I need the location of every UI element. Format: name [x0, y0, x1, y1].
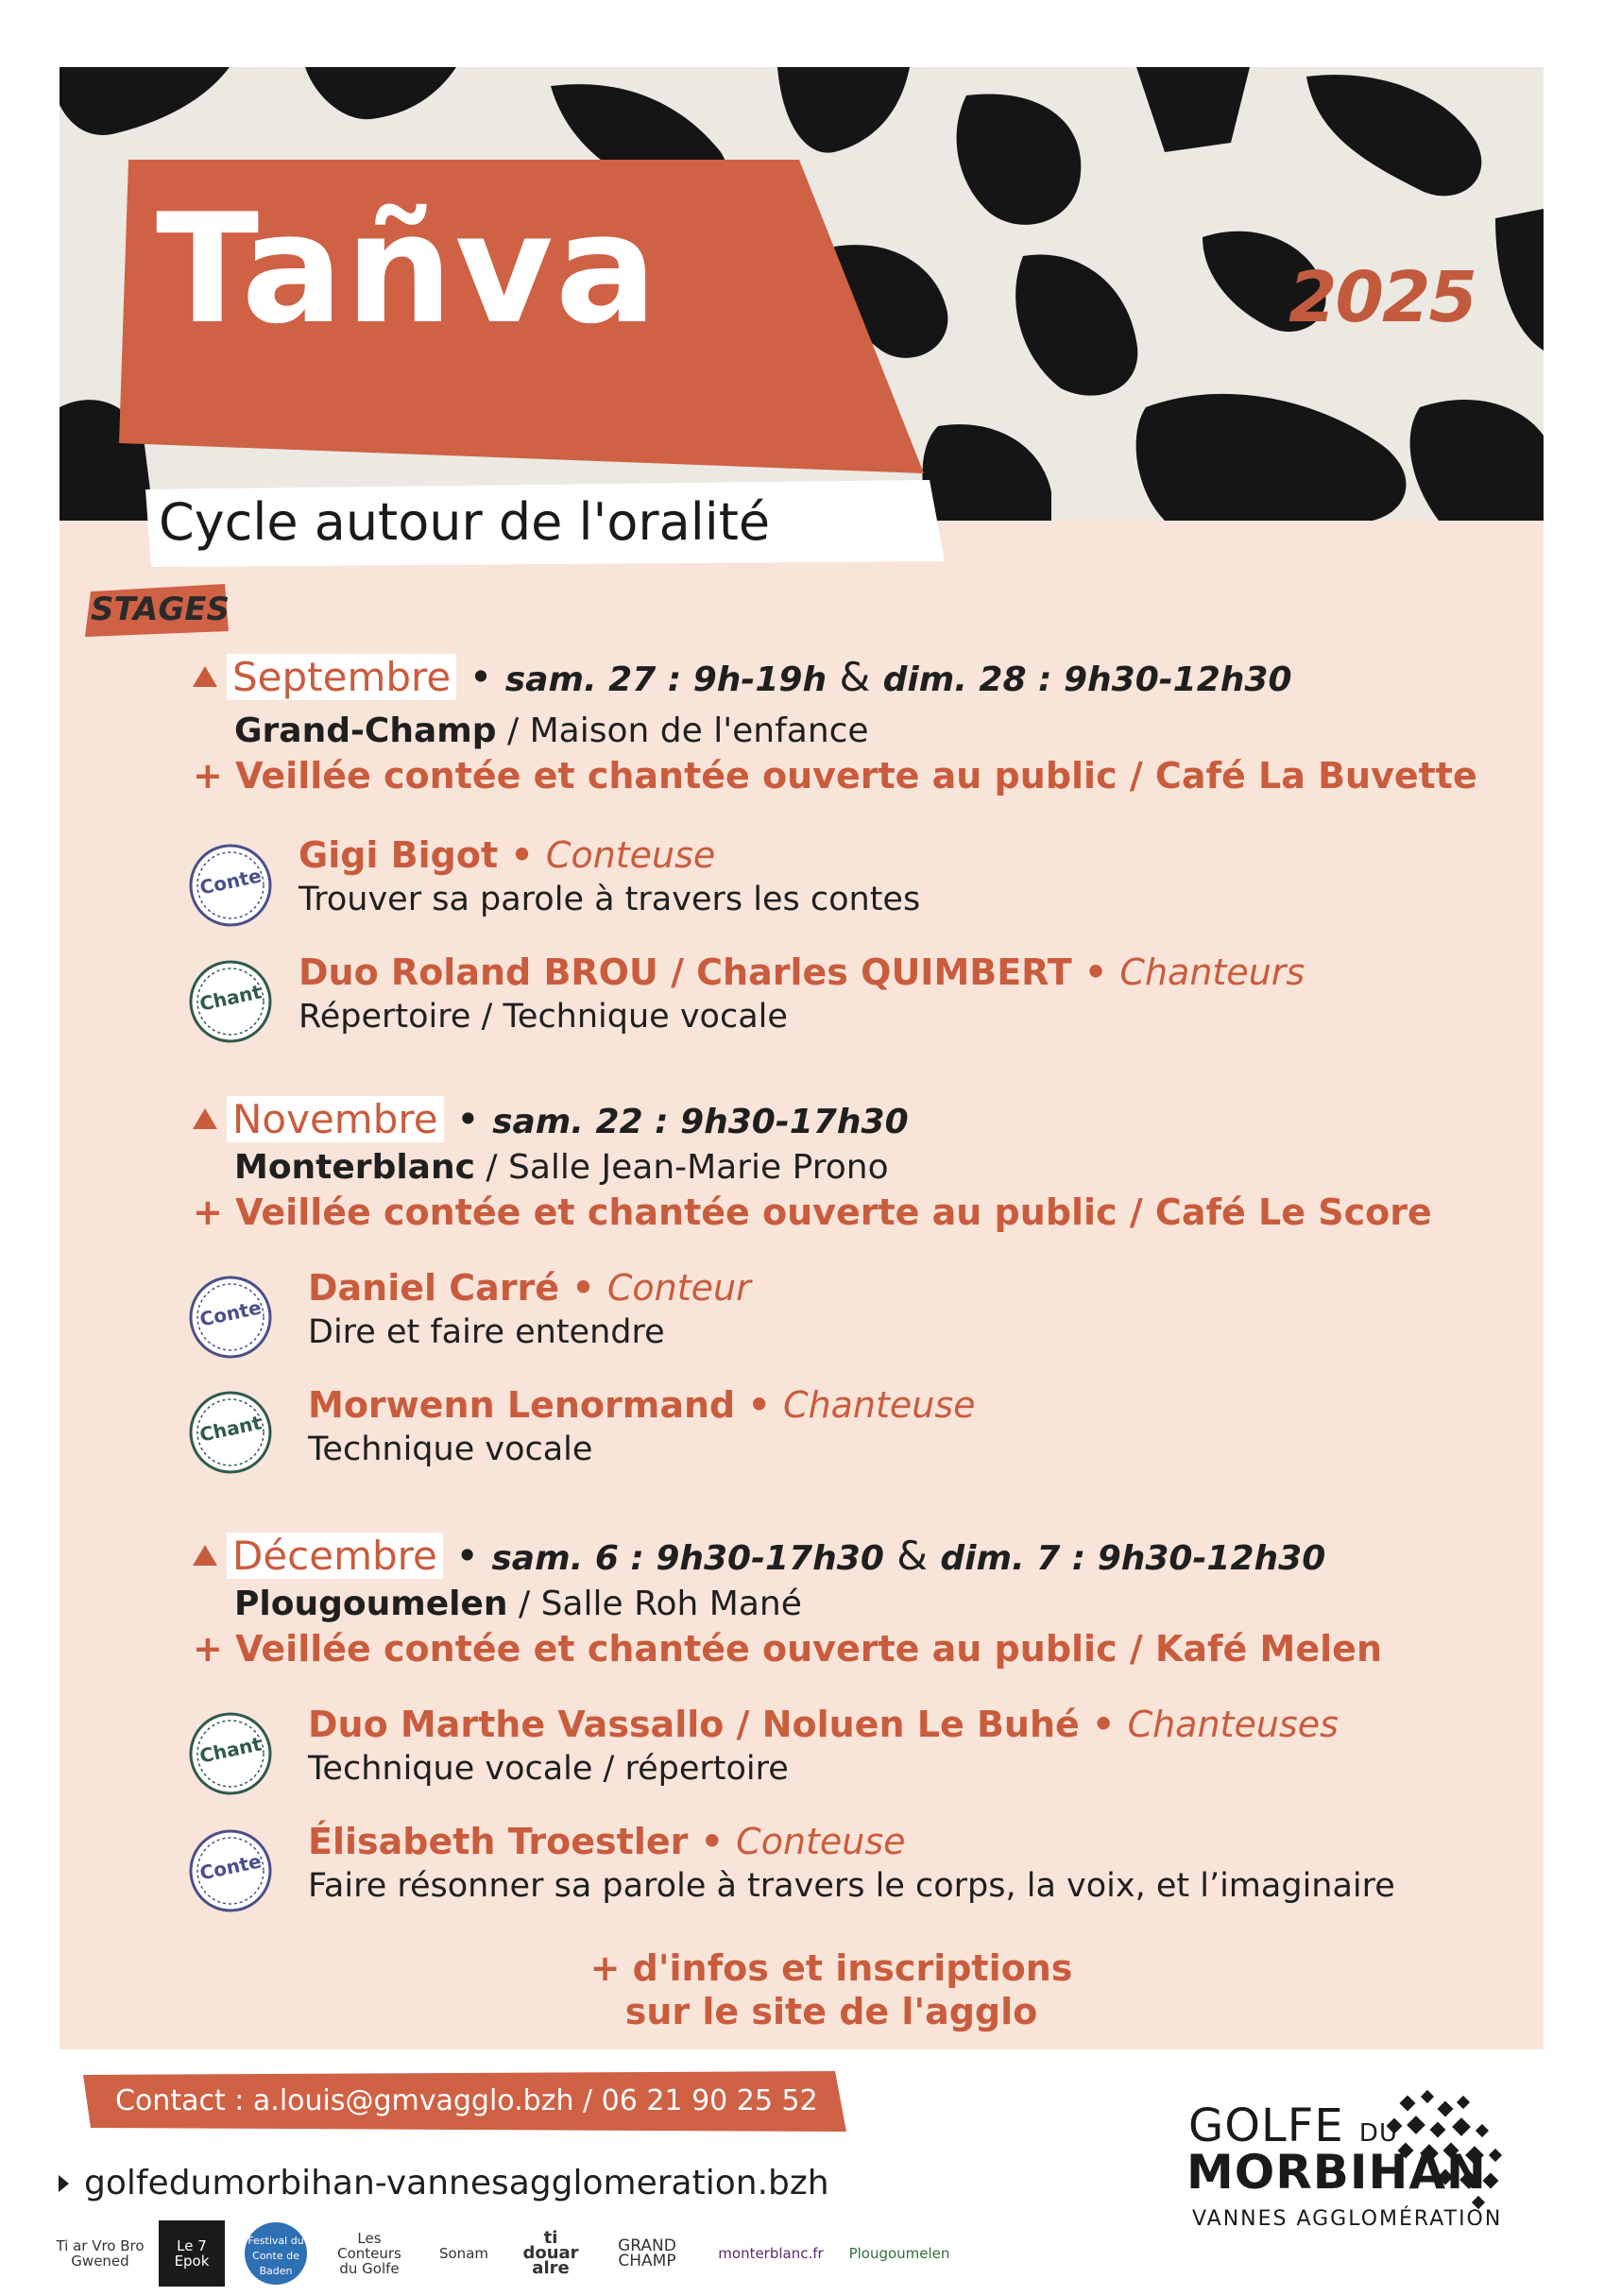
- workshop-description: Dire et faire entendre: [308, 1313, 665, 1351]
- conte-stamp-icon: [187, 842, 274, 929]
- stamp-label: Chant: [197, 1411, 264, 1447]
- month-label: Septembre: [227, 654, 456, 700]
- workshop-description: Technique vocale / répertoire: [308, 1750, 789, 1788]
- veillee-text: + Veillée contée et chantée ouverte au public / Café Le Score: [193, 1191, 1432, 1233]
- session-month-line: Novembre • sam. 22 : 9h30-17h30: [193, 1096, 909, 1146]
- contact-text: Contact : a.louis@gmvagglo.bzh / 06 21 90 25 52: [115, 2084, 818, 2117]
- partner-logo: Le 7 Epok: [159, 2220, 225, 2287]
- partner-logo: Festival du Conte de Baden: [238, 2220, 314, 2287]
- info-line-2: sur le site de l'agglo: [624, 1991, 1038, 2032]
- stamp-label: Conte: [197, 864, 264, 900]
- date-2: dim. 7 : 9h30-12h30: [940, 1539, 1326, 1578]
- venue: Grand-Champ / Maison de l'enfance: [234, 711, 869, 750]
- session-month-line: Septembre • sam. 27 : 9h-19h & dim. 28 : 9h30-12h30: [193, 654, 1292, 704]
- partner-logo: monterblanc.fr: [718, 2245, 824, 2262]
- workshop-description: Technique vocale: [308, 1431, 593, 1468]
- partner-logo: Ti ar Vro Bro Gwened: [56, 2237, 145, 2270]
- partner-logo: ti douar alre: [522, 2228, 579, 2278]
- partner-logos: [53, 2220, 979, 2287]
- venue-place: Maison de l'enfance: [529, 711, 869, 750]
- partner-logo: GRAND CHAMP: [618, 2236, 676, 2270]
- venue-town: Monterblanc: [234, 1148, 475, 1187]
- partner-logo: Plougoumelen: [848, 2245, 950, 2262]
- chant-stamp-icon: [187, 1710, 274, 1797]
- website-link[interactable]: [59, 2164, 829, 2202]
- year: 2025: [1288, 257, 1476, 338]
- stamp-label: Chant: [197, 1732, 264, 1768]
- workshop-leader: Duo Roland BROU / Charles QUIMBERT • Chanteurs: [299, 951, 1305, 993]
- website-url: golfedumorbihan-vannesagglomeration.bzh: [84, 2164, 829, 2202]
- workshop-leader: Daniel Carré • Conteur: [308, 1267, 751, 1309]
- triangle-icon: [193, 1545, 217, 1566]
- workshop-leader: Élisabeth Troestler • Conteuse: [308, 1821, 906, 1862]
- stamp-label: Chant: [197, 980, 264, 1016]
- workshop-leader: Morwenn Lenormand • Chanteuse: [308, 1384, 976, 1426]
- session-month-line: Décembre • sam. 6 : 9h30-17h30 & dim. 7 : 9h30-12h30: [193, 1533, 1325, 1583]
- arrow-right-icon: [59, 2175, 69, 2192]
- triangle-icon: [193, 666, 217, 687]
- conte-stamp-icon: [187, 1827, 274, 1914]
- stamp-label: Conte: [197, 1849, 264, 1885]
- date-1: sam. 22 : 9h30-17h30: [492, 1103, 909, 1141]
- venue-town: Grand-Champ: [234, 711, 497, 750]
- workshop-leader: Gigi Bigot • Conteuse: [299, 834, 716, 876]
- logo-vannes: VANNES AGGLOMÉRATION: [1192, 2207, 1503, 2231]
- info-line-1: + d'infos et inscriptions: [589, 1947, 1073, 1989]
- section-label: STAGES: [91, 591, 230, 628]
- date-2: dim. 28 : 9h30-12h30: [882, 660, 1292, 699]
- page-title: Tañva: [156, 180, 659, 357]
- month-label: Novembre: [227, 1096, 444, 1142]
- workshop-description: Trouver sa parole à travers les contes: [299, 881, 921, 918]
- logo-morbihan: MORBIHAN: [1186, 2145, 1487, 2200]
- veillee-text: + Veillée contée et chantée ouverte au public / Café La Buvette: [193, 755, 1477, 797]
- workshop-leader: Duo Marthe Vassallo / Noluen Le Buhé • Chanteuses: [308, 1704, 1339, 1745]
- date-1: sam. 27 : 9h-19h: [504, 660, 828, 699]
- venue-place: Salle Jean-Marie Prono: [507, 1148, 889, 1187]
- venue-place: Salle Roh Mané: [540, 1585, 802, 1623]
- venue: Monterblanc / Salle Jean-Marie Prono: [234, 1148, 889, 1187]
- triangle-icon: [193, 1108, 217, 1129]
- conte-stamp-icon: [187, 1274, 274, 1361]
- veillee-text: + Veillée contée et chantée ouverte au public / Kafé Melen: [193, 1628, 1382, 1670]
- logo-golfe: GOLFE DU: [1188, 2099, 1398, 2152]
- workshop-description: Faire résonner sa parole à travers le corps, la voix, et l’imaginaire: [308, 1867, 1395, 1905]
- month-label: Décembre: [227, 1533, 443, 1579]
- chant-stamp-icon: [187, 1389, 274, 1476]
- date-1: sam. 6 : 9h30-17h30: [491, 1539, 884, 1578]
- chant-stamp-icon: [187, 958, 274, 1045]
- venue: Plougoumelen / Salle Roh Mané: [234, 1585, 802, 1623]
- info-block: [567, 1946, 1096, 2033]
- venue-town: Plougoumelen: [234, 1585, 508, 1623]
- partner-logo: Les Conteurs du Golfe: [337, 2230, 401, 2277]
- partner-logo: Sonam: [438, 2245, 488, 2262]
- subtitle: Cycle autour de l'oralité: [159, 492, 771, 552]
- stamp-label: Conte: [197, 1295, 264, 1331]
- workshop-description: Répertoire / Technique vocale: [299, 998, 788, 1036]
